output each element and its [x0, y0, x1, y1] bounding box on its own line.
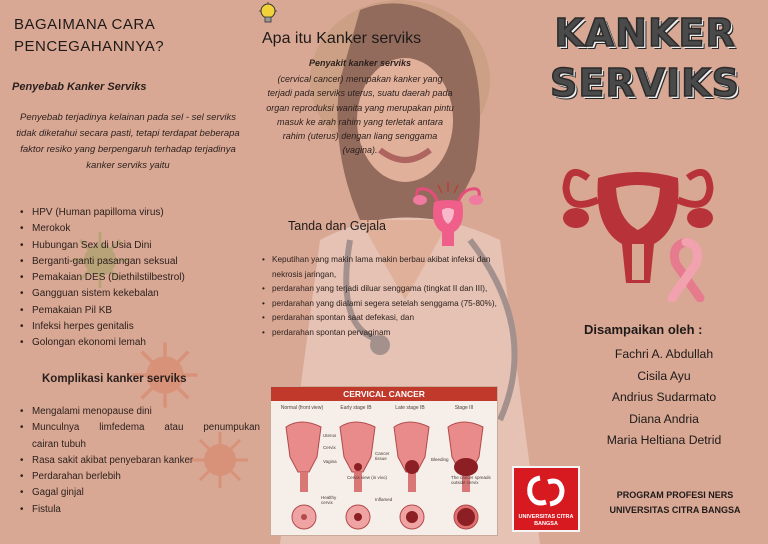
program-line: PROGRAM PROFESI NERS: [616, 490, 734, 500]
label-spread: The cancer spreads outside cervix: [451, 475, 491, 485]
list-item: • perdarahan spontan pervaginam: [262, 326, 512, 341]
presenter-name: Andrius Sudarmato: [611, 390, 717, 404]
label-inflamed: Inflamed: [375, 497, 393, 502]
list-item: • Rasa sakit akibat penyebaran kanker: [18, 453, 260, 469]
complication-list: [18, 404, 260, 518]
label-cancer-tissue: Cancer tissue: [375, 451, 390, 461]
presenter-name: Maria Heltiana Detrid: [606, 433, 722, 447]
list-item: • Pemakaian Pil KB: [18, 303, 248, 319]
label-bleeding: Bleeding: [431, 457, 449, 462]
logo-text: UNIVERSITAS CITRA BANGSA: [518, 514, 574, 527]
presenter-name: Cisila Ayu: [637, 368, 691, 383]
stage-label: Early stage IB: [340, 405, 372, 411]
label-cervix: Cervix: [323, 445, 336, 450]
presenter-name: Diana Andria: [629, 411, 699, 426]
infographic-title: CERVICAL CANCER: [271, 387, 497, 401]
list-item: • Berganti-ganti pasangan seksual: [18, 254, 248, 270]
word: atau: [164, 422, 184, 434]
word: penumpukan: [203, 422, 260, 434]
list-item: • Fistula: [18, 502, 260, 518]
list-item: • perdarahan yang dialami segera setelah senggama (75-80%),: [262, 297, 512, 312]
stage-label: Stage III: [454, 405, 474, 411]
label-healthy: Healthy cervix: [321, 495, 337, 505]
list-item-continuation: cairan tubuh: [32, 438, 86, 450]
title-line: SERVIKS: [550, 61, 740, 105]
list-item: • Hubungan Sex di Usia Dini: [18, 238, 248, 254]
label-uterus: Uterus: [323, 433, 337, 438]
list-item: • Infeksi herpes genitalis: [18, 319, 248, 335]
uterus-stage: [286, 422, 321, 492]
list-item: • HPV (Human papilloma virus): [18, 205, 248, 221]
list-item: • Gagal ginjal: [18, 485, 260, 501]
ribbon-icon: [660, 238, 712, 302]
prevention-heading: BAGAIMANA CARA PENCEGAHANNYA?: [14, 16, 165, 55]
title-line: KANKER: [554, 11, 736, 55]
label-vagina: Vagina: [323, 459, 337, 464]
cervix-view: [292, 505, 478, 529]
cause-list: [18, 205, 248, 352]
signs-heading: Tanda dan Gejala: [288, 219, 386, 233]
list-item: • Mengalami menopause dini: [18, 404, 260, 420]
list-item: • Perdarahan berlebih: [18, 469, 260, 485]
word: • Munculnya: [32, 422, 80, 434]
cause-description: Penyebab terjadinya kelainan pada sel - sel serviks tidak diketahui secara pasti, tetapi terdapat beberapa faktor resiko yang berpengaruh terhadap terjadinya kanker serviks yaitu: [16, 112, 240, 171]
list-item: • Golongan ekonomi lemah: [18, 335, 248, 351]
university-logo: [512, 466, 580, 532]
uterus-stage: [340, 422, 375, 492]
lightbulb-icon: [258, 2, 278, 26]
list-item: [18, 420, 260, 453]
presenter-name: Fachri A. Abdullah: [614, 347, 714, 361]
list-item: • Gangguan sistem kekebalan: [18, 286, 248, 302]
cause-heading: Penyebab Kanker Serviks: [12, 81, 147, 93]
signs-list: [262, 253, 512, 340]
presented-by-heading: Disampaikan oleh :: [584, 322, 703, 337]
complication-heading: Komplikasi kanker serviks: [42, 373, 187, 385]
what-is-heading: Apa itu Kanker serviks: [262, 30, 422, 47]
word: limfedema: [99, 422, 145, 434]
stage-labels: [271, 405, 499, 417]
program-info: [590, 488, 760, 518]
logo-mark: [514, 468, 578, 514]
uterus-icon: [408, 180, 488, 252]
label-cervix-view: Cervix view (in vivo): [347, 475, 388, 480]
list-item: • Merokok: [18, 221, 248, 237]
what-is-description: (cervical cancer) merupakan kanker yang terjadi pada serviks uterus, suatu daerah pada organ reproduksi wanita yang merupakan pintu masuk ke arah rahim yang terletak antara rahim (uterus) dengan liang senggama (vagina).: [266, 74, 454, 156]
what-is-subtitle: Penyakit kanker serviks: [308, 58, 412, 68]
list-item: • Pemakaian DES (Diethilstilbestrol): [18, 270, 248, 286]
list-item: • perdarahan spontan saat defekasi, dan: [262, 311, 512, 326]
stage-label: Late stage IB: [395, 405, 425, 411]
cervical-cancer-infographic: [270, 386, 498, 536]
list-item: • Keputihan yang makin lama makin berbau akibat infeksi dan nekrosis jaringan,: [262, 253, 512, 282]
list-item: • perdarahan yang terjadi diluar senggama (tingkat II dan III),: [262, 282, 512, 297]
presenter-list: [578, 344, 750, 452]
program-line: UNIVERSITAS CITRA BANGSA: [609, 505, 741, 515]
stage-label: Normal (front view): [280, 405, 324, 411]
brochure-title: [540, 8, 750, 108]
